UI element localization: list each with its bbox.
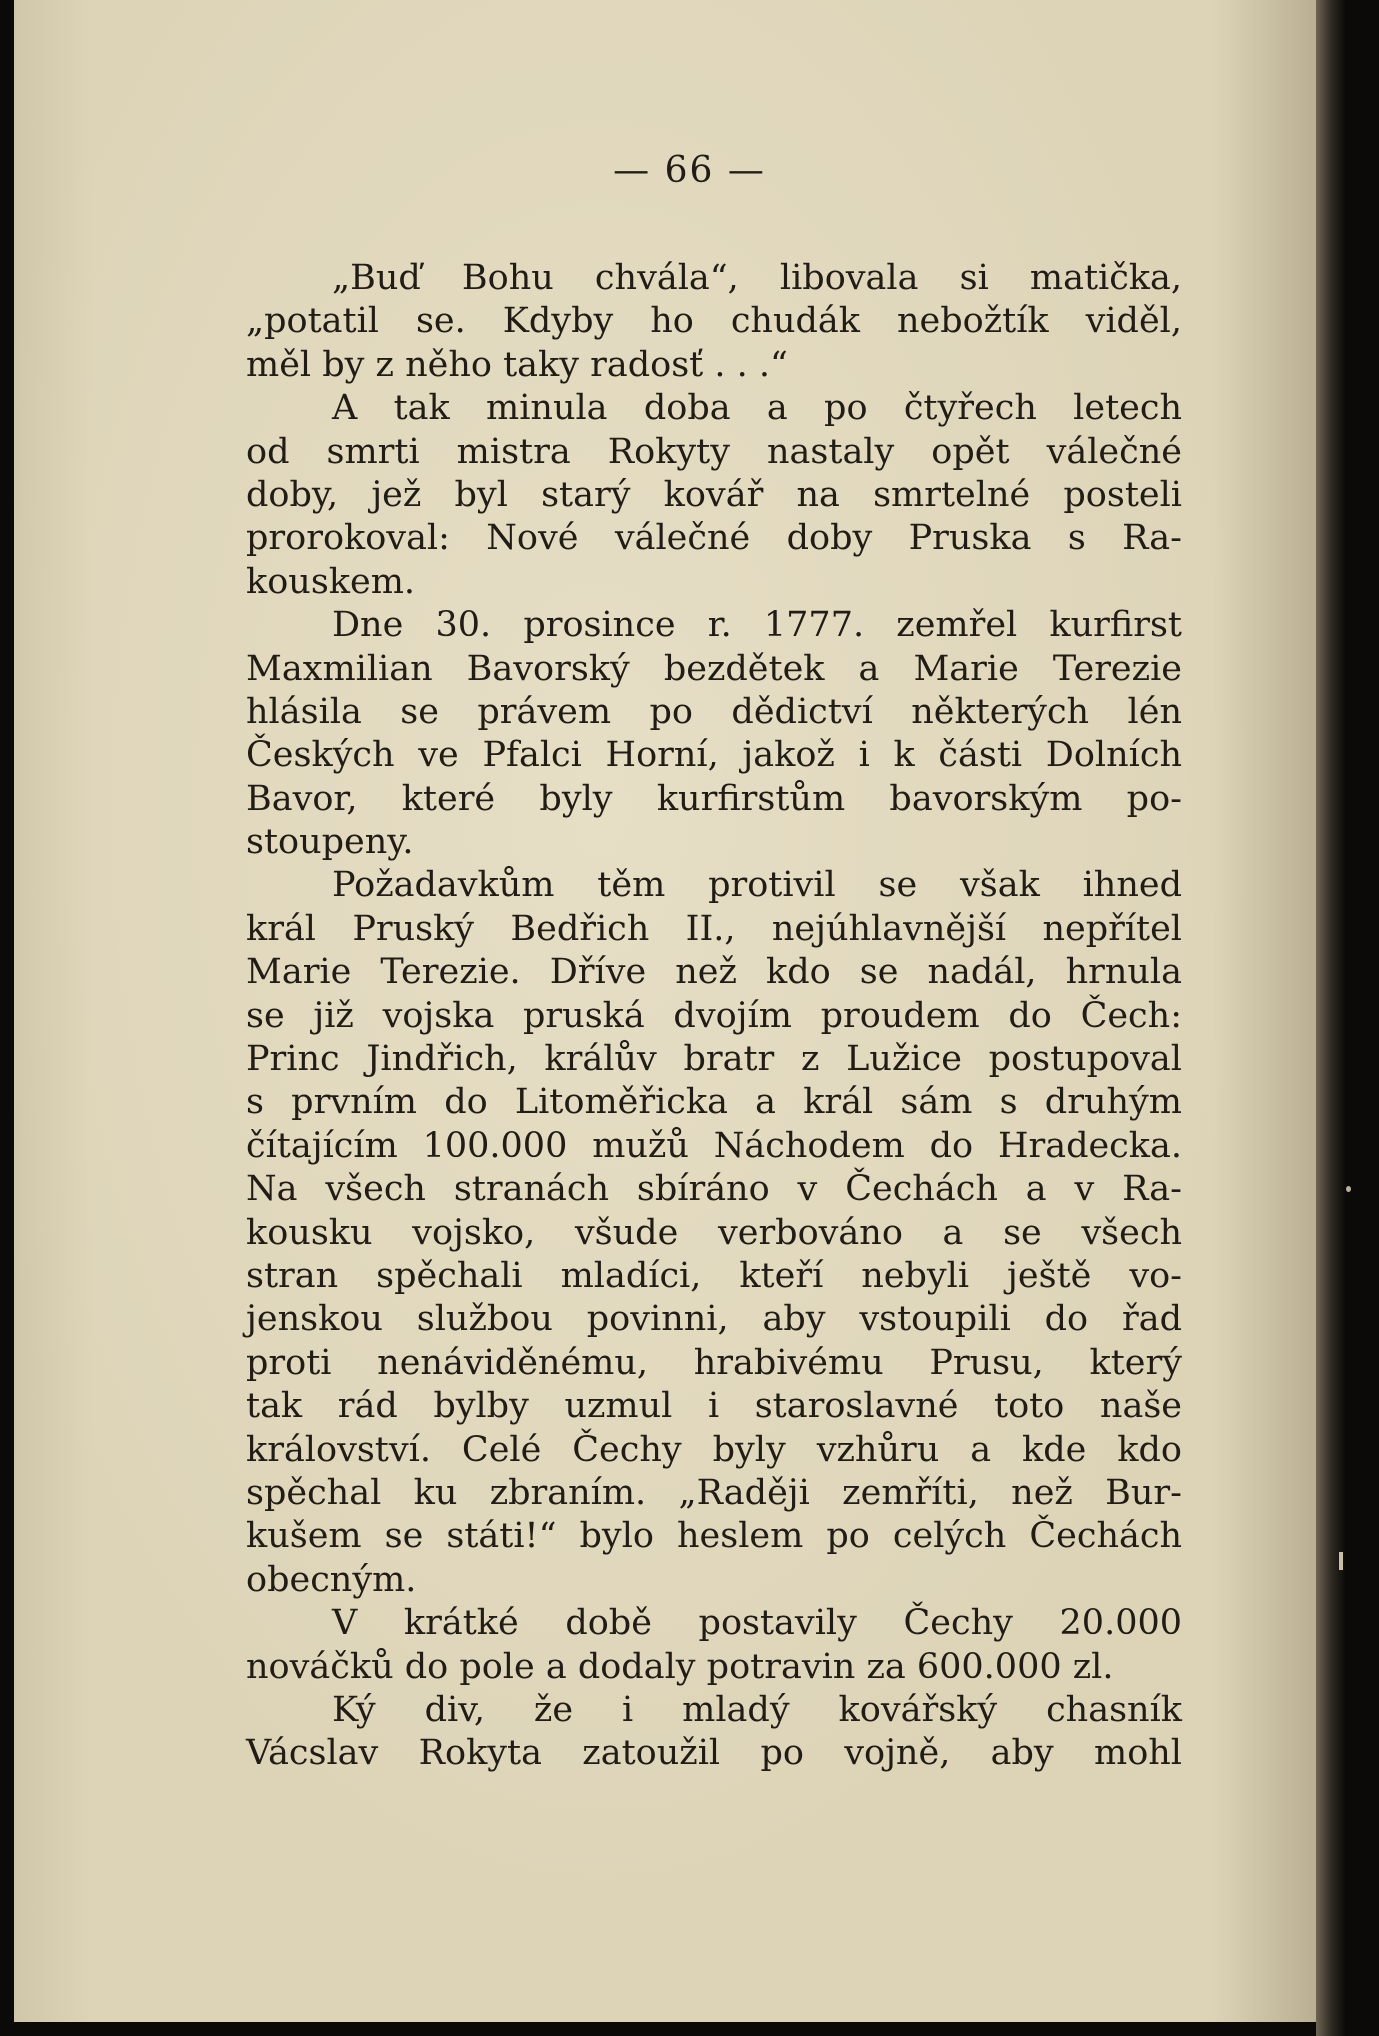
text-line: jenskou službou povinni, aby vstoupili do řad <box>246 1299 1182 1340</box>
text-line: od smrti mistra Rokyty nastaly opět válečné <box>246 431 1182 472</box>
text-line: Maxmilian Bavorský bezdětek a Marie Terezie <box>246 648 1182 689</box>
text-line: kušem se státi!“ bylo heslem po celých Čechách <box>246 1516 1182 1557</box>
paper-speck <box>1339 1552 1343 1570</box>
text-line: se již vojska pruská dvojím proudem do Čech: <box>246 995 1182 1036</box>
text-line: měl by z něho taky radosť . . .“ <box>246 344 788 385</box>
text-line: proti nenáviděnému, hrabivému Prusu, který <box>246 1342 1182 1383</box>
text-line: Vácslav Rokyta zatoužil po vojně, aby mohl <box>246 1733 1182 1774</box>
text-line: A tak minula doba a po čtyřech letech <box>332 388 1182 429</box>
text-line: V krátké době postavily Čechy 20.000 <box>332 1603 1182 1644</box>
text-line: Bavor, které byly kurfirstům bavorským po- <box>246 778 1182 819</box>
paper-speck <box>1346 1186 1351 1192</box>
text-line: obecným. <box>246 1559 417 1600</box>
text-line: Ký div, že i mladý kovářský chasník <box>332 1689 1182 1730</box>
text-line: Požadavkům těm protivil se však ihned <box>332 865 1182 906</box>
text-line: tak rád bylby uzmul i staroslavné toto naše <box>246 1386 1182 1427</box>
text-line: Na všech stranách sbíráno v Čechách a v Ra- <box>246 1169 1182 1210</box>
text-line: spěchal ku zbraním. „Raději zemříti, než Bur- <box>246 1472 1182 1513</box>
text-line: království. Celé Čechy byly vzhůru a kde kdo <box>246 1429 1182 1470</box>
text-line: čítajícím 100.000 mužů Náchodem do Hradecka. <box>246 1125 1182 1166</box>
book-gutter-shadow <box>1316 0 1346 2036</box>
text-line: kousku vojsko, všude verbováno a se všech <box>246 1212 1182 1253</box>
text-line: hlásila se právem po dědictví některých lén <box>246 691 1182 732</box>
text-line: Marie Terezie. Dříve než kdo se nadál, hrnula <box>246 952 1182 993</box>
text-line: s prvním do Litoměřicka a král sám s druhým <box>246 1082 1182 1123</box>
text-line: stran spěchali mladíci, kteří nebyli ještě vo- <box>246 1255 1182 1296</box>
text-line: král Pruský Bedřich II., nejúhlavnější nepřítel <box>246 908 1182 949</box>
text-line: doby, jež byl starý kovář na smrtelné posteli <box>246 474 1182 515</box>
text-line: „Buď Bohu chvála“, libovala si matička, <box>332 258 1182 298</box>
text-line: nováčků do pole a dodaly potravin za 600.000 zl. <box>246 1646 1114 1687</box>
text-line: kouskem. <box>246 561 416 602</box>
text-line: Českých ve Pfalci Horní, jakož i k části Dolních <box>246 735 1182 776</box>
page-text-body <box>246 257 1182 1776</box>
text-line: Princ Jindřich, králův bratr z Lužice postupoval <box>246 1039 1182 1080</box>
text-line: stoupeny. <box>246 822 414 863</box>
text-line: „potatil se. Kdyby ho chudák nebožtík viděl, <box>246 301 1182 342</box>
text-line: Dne 30. prosince r. 1777. zemřel kurfirst <box>332 605 1182 646</box>
page-number: — 66 — <box>613 150 766 191</box>
text-line: prorokoval: Nové válečné doby Pruska s Ra- <box>246 518 1182 559</box>
